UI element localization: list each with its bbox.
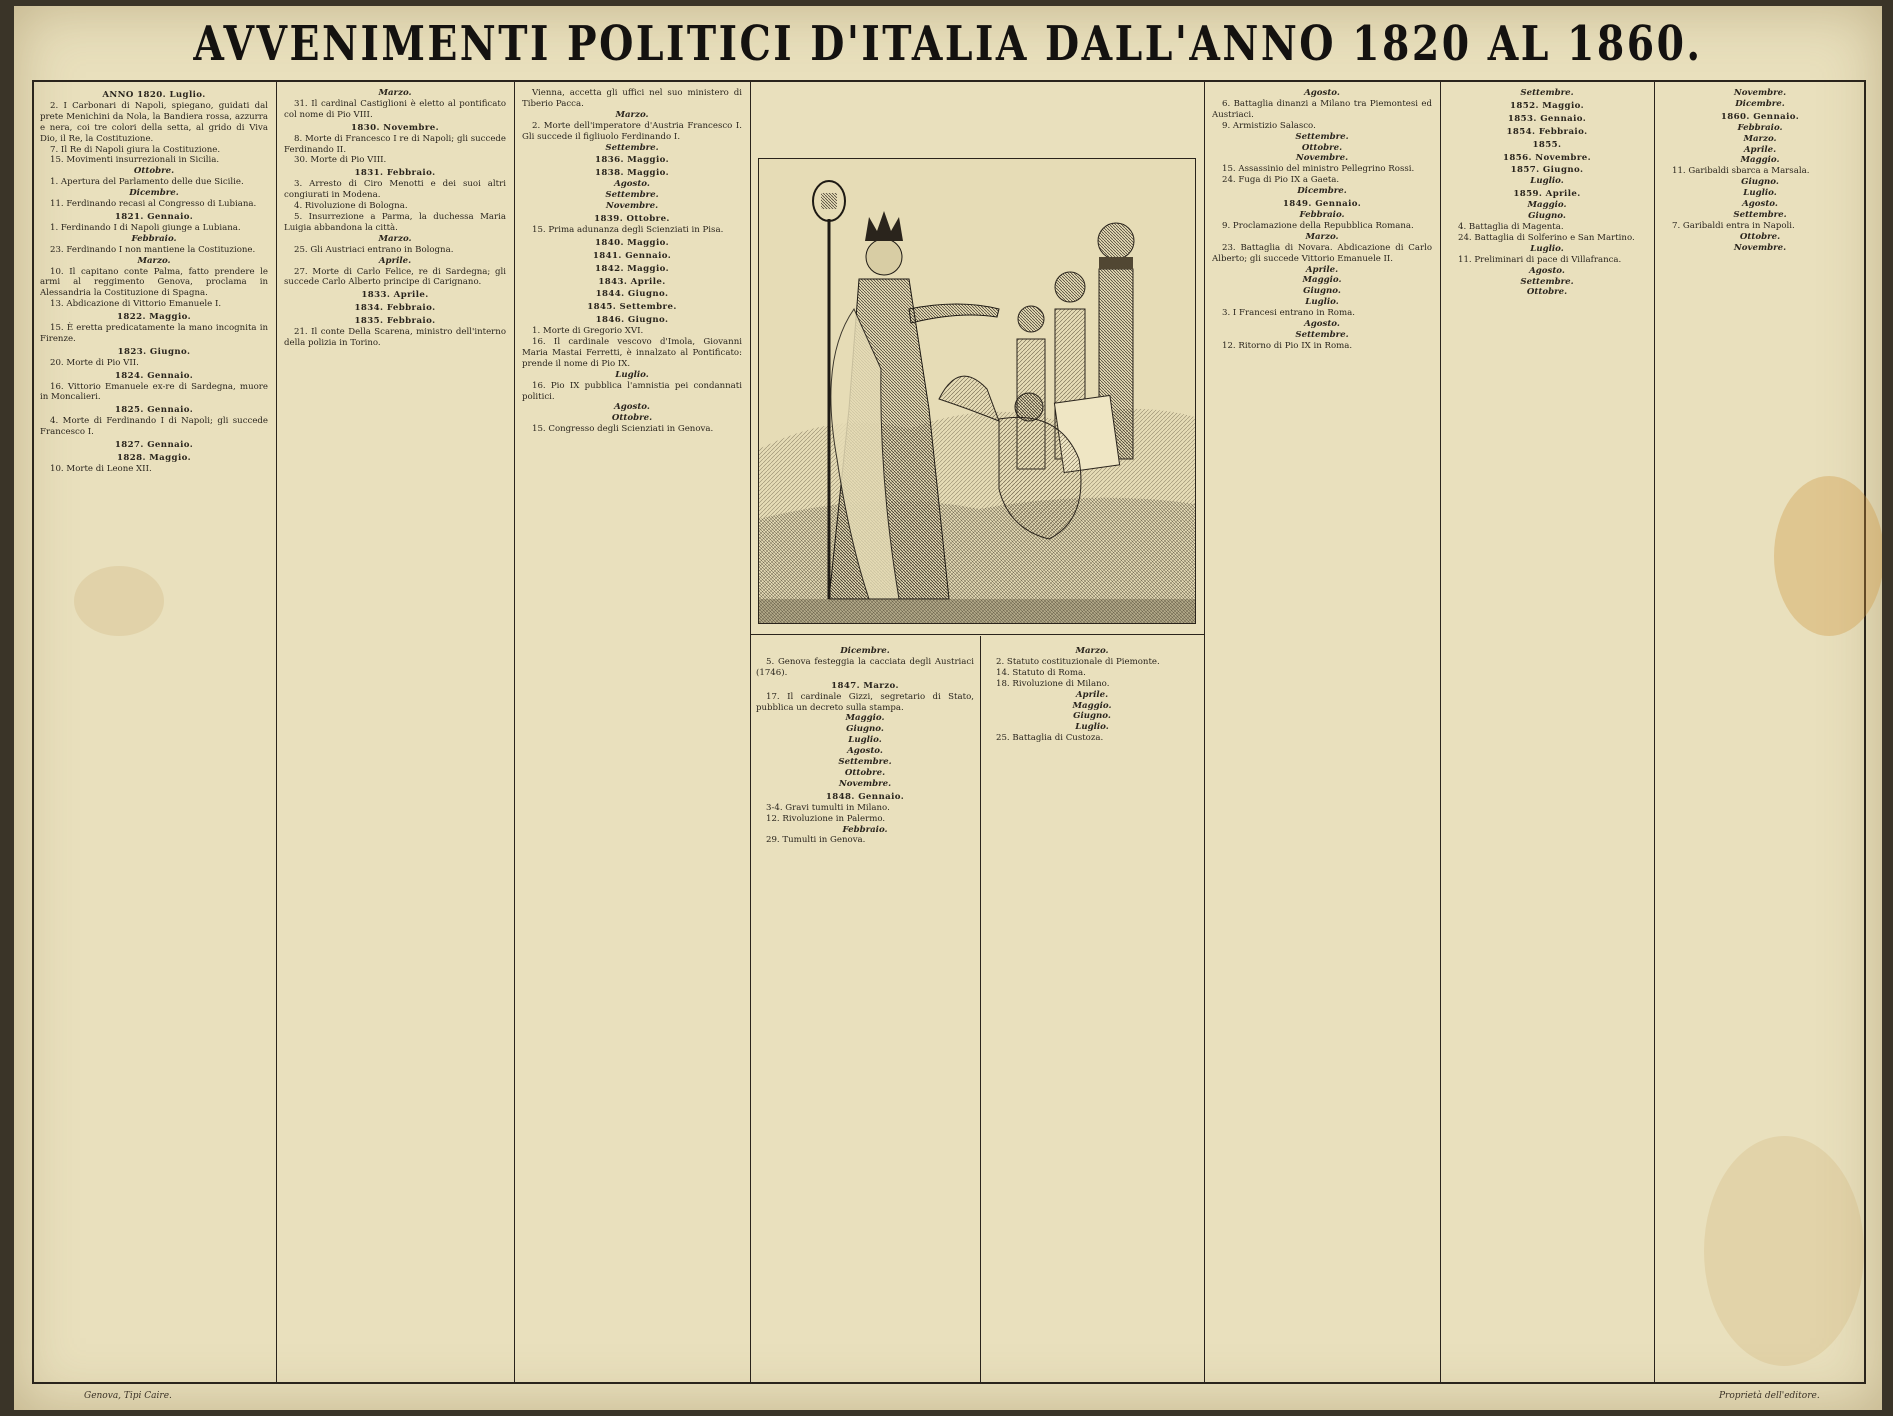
month-heading: Novembre. xyxy=(605,201,659,212)
page-title: AVVENIMENTI POLITICI D'ITALIA DALL'ANNO 1820 AL 1860. xyxy=(193,16,1703,72)
year-heading: 1836. Maggio. xyxy=(594,155,670,166)
month-heading: Luglio. xyxy=(1743,188,1777,199)
year-heading: 1823. Giugno. xyxy=(117,346,191,357)
month-heading: Marzo. xyxy=(1305,231,1339,242)
illustration-bottom-rule xyxy=(750,634,1204,635)
year-heading: 1835. Febbraio. xyxy=(354,316,436,327)
month-heading: Giugno. xyxy=(1073,711,1111,722)
month-heading: Marzo. xyxy=(378,233,412,244)
year-heading: 1833. Aprile. xyxy=(361,290,429,301)
text-column-1 xyxy=(40,88,268,1378)
month-heading: Luglio. xyxy=(848,735,882,746)
event-entry: 4. Morte di Ferdinando I di Napoli; gli succede Francesco I. xyxy=(40,416,268,438)
event-entry: 27. Morte di Carlo Felice, re di Sardegna; gli succede Carlo Alberto principe di Carignano. xyxy=(284,266,506,288)
column-rule xyxy=(1440,80,1441,1384)
event-entry: 17. Il cardinale Gizzi, segretario di Stato, pubblica un decreto sulla stampa. xyxy=(756,691,974,713)
event-entry: 12. Ritorno di Pio IX in Roma. xyxy=(1222,340,1353,351)
event-entry: 15. È eretta predicatamente la mano incognita in Firenze. xyxy=(40,323,268,344)
event-entry: 2. Morte dell'imperatore d'Austria Francesco I. Gli succede il figliuolo Ferdinando I. xyxy=(522,120,742,142)
event-entry: 5. Genova festeggia la cacciata degli Austriaci (1746). xyxy=(756,656,974,678)
month-heading: Settembre. xyxy=(1295,329,1349,340)
event-entry: 24. Fuga di Pio IX a Gaeta. xyxy=(1222,175,1340,186)
text-column-2 xyxy=(284,88,506,1378)
year-heading: 1824. Gennaio. xyxy=(114,370,194,381)
event-entry: 6. Battaglia dinanzi a Milano tra Piemontesi ed Austriaci. xyxy=(1212,98,1432,120)
month-heading: Febbraio. xyxy=(1737,122,1783,133)
event-entry: 5. Insurrezione a Parma, la duchessa Maria Luigia abbandona la città. xyxy=(284,211,506,233)
month-heading: Agosto. xyxy=(614,179,650,190)
year-heading: 1842. Maggio. xyxy=(594,263,670,274)
event-entry: 21. Il conte Della Scarena, ministro dell'interno della polizia in Torino. xyxy=(284,327,506,348)
event-entry: 24. Battaglia di Solferino e San Martino. xyxy=(1458,232,1635,243)
month-heading: Marzo. xyxy=(615,109,649,120)
month-heading: Marzo. xyxy=(1743,133,1777,144)
event-entry: 1. Ferdinando I di Napoli giunge a Lubiana. xyxy=(50,222,241,233)
year-heading: 1856. Novembre. xyxy=(1502,152,1592,163)
event-entry: 23. Battaglia di Novara. Abdicazione di Carlo Alberto; gli succede Vittorio Emanuele II. xyxy=(1212,242,1432,264)
month-heading: Agosto. xyxy=(614,402,650,413)
year-heading: 1822. Maggio. xyxy=(116,312,192,323)
month-heading: Maggio. xyxy=(1527,200,1567,211)
month-heading: Ottobre. xyxy=(1739,231,1781,242)
event-entry: 12. Rivoluzione in Palermo. xyxy=(766,813,886,824)
event-entry: 4. Battaglia di Magenta. xyxy=(1458,221,1564,232)
month-heading: Ottobre. xyxy=(133,166,175,177)
event-entry: 10. Il capitano conte Palma, fatto prendere le armi al reggimento Genova, proclama in Alessandria la Costituzione di Spagna. xyxy=(40,266,268,299)
column-rule xyxy=(514,80,515,1384)
year-heading: 1855. xyxy=(1532,139,1562,150)
year-heading: 1841. Gennaio. xyxy=(592,250,672,261)
month-heading: Agosto. xyxy=(847,746,883,757)
year-heading: 1848. Gennaio. xyxy=(825,791,905,802)
event-entry: 11. Preliminari di pace di Villafranca. xyxy=(1458,254,1622,265)
text-column-5 xyxy=(986,646,1198,1378)
year-heading: 1846. Giugno. xyxy=(595,315,669,326)
event-entry: 1. Apertura del Parlamento delle due Sicilie. xyxy=(50,177,244,188)
event-entry: 4. Rivoluzione di Bologna. xyxy=(294,201,408,212)
month-heading: Novembre. xyxy=(1733,88,1787,98)
text-column-3 xyxy=(522,88,742,1378)
year-heading: 1830. Novembre. xyxy=(350,122,440,133)
month-heading: Maggio. xyxy=(1302,275,1342,286)
right-border xyxy=(1864,80,1866,1384)
event-entry: 3-4. Gravi tumulti in Milano. xyxy=(766,802,890,813)
month-heading: Settembre. xyxy=(605,190,659,201)
event-entry: 15. Assassinio del ministro Pellegrino Rossi. xyxy=(1222,164,1415,175)
event-entry: 3. I Francesi entrano in Roma. xyxy=(1222,308,1355,319)
event-entry: 23. Ferdinando I non mantiene la Costituzione. xyxy=(50,244,256,255)
month-heading: Ottobre. xyxy=(1526,287,1568,298)
month-heading: Settembre. xyxy=(838,757,892,768)
text-column-7 xyxy=(1448,88,1646,1378)
event-entry: 16. Il cardinale vescovo d'Imola, Giovanni Maria Mastai Ferretti, è innalzato al Pontificato: prende il nome di Pio IX. xyxy=(522,337,742,369)
event-entry: 11. Garibaldi sbarca a Marsala. xyxy=(1672,166,1810,177)
event-entry: 9. Armistizio Salasco. xyxy=(1222,120,1316,131)
month-heading: Ottobre. xyxy=(1301,142,1343,153)
column-rule xyxy=(750,80,751,1384)
month-heading: Maggio. xyxy=(845,713,885,724)
year-heading: 1840. Maggio. xyxy=(594,237,670,248)
month-heading: Febbraio. xyxy=(131,233,177,244)
event-entry: 11. Ferdinando recasi al Congresso di Lubiana. xyxy=(50,199,257,210)
column-rule xyxy=(1204,80,1205,1384)
engraving-drawing xyxy=(759,159,1195,623)
column-rule xyxy=(980,636,981,1384)
event-entry: 25. Gli Austriaci entrano in Bologna. xyxy=(294,244,454,255)
year-heading: 1827. Gennaio. xyxy=(114,440,194,451)
year-heading: 1838. Maggio. xyxy=(594,168,670,179)
year-heading: 1847. Marzo. xyxy=(831,680,899,691)
year-heading: ANNO 1820. Luglio. xyxy=(102,90,206,100)
month-heading: Marzo. xyxy=(1075,646,1109,656)
year-heading: 1849. Gennaio. xyxy=(1282,199,1362,210)
year-heading: 1828. Maggio. xyxy=(116,453,192,463)
month-heading: Ottobre. xyxy=(844,767,886,778)
year-heading: 1831. Febbraio. xyxy=(354,168,436,179)
event-entry: 13. Abdicazione di Vittorio Emanuele I. xyxy=(50,299,222,310)
event-entry: 7. Il Re di Napoli giura la Costituzione. xyxy=(50,144,221,155)
month-heading: Agosto. xyxy=(1304,319,1340,330)
month-heading: Aprile. xyxy=(1743,144,1777,155)
month-heading: Luglio. xyxy=(1075,722,1109,733)
event-entry: 15. Prima adunanza degli Scienziati in Pisa. xyxy=(532,224,724,235)
text-column-6 xyxy=(1212,88,1432,1378)
month-heading: Febbraio. xyxy=(842,824,888,835)
month-heading: Novembre. xyxy=(1733,242,1787,253)
event-entry: 16. Pio IX pubblica l'amnistia pei condannati politici. xyxy=(522,380,742,402)
event-entry: 16. Vittorio Emanuele ex-re di Sardegna, muore in Moncalieri. xyxy=(40,381,268,403)
month-heading: Febbraio. xyxy=(1299,209,1345,220)
event-entry: 31. Il cardinal Castiglioni è eletto al pontificato col nome di Pio VIII. xyxy=(284,98,506,120)
year-heading: 1834. Febbraio. xyxy=(354,303,436,314)
publisher-note: Proprietà dell'editore. xyxy=(1719,1391,1820,1401)
month-heading: Settembre. xyxy=(1733,209,1787,220)
month-heading: Maggio. xyxy=(1072,700,1112,711)
month-heading: Marzo. xyxy=(378,88,412,98)
year-heading: 1825. Gennaio. xyxy=(114,405,194,416)
printer-imprint: Genova, Tipi Caire. xyxy=(84,1391,172,1401)
event-entry: Vienna, accetta gli uffici nel suo ministero di Tiberio Pacca. xyxy=(522,88,742,109)
month-heading: Luglio. xyxy=(1305,297,1339,308)
month-heading: Dicembre. xyxy=(129,188,179,199)
month-heading: Agosto. xyxy=(1304,88,1340,98)
month-heading: Novembre. xyxy=(1295,153,1349,164)
event-entry: 30. Morte di Pio VIII. xyxy=(294,155,387,166)
event-entry: 14. Statuto di Roma. xyxy=(996,667,1086,678)
month-heading: Giugno. xyxy=(1303,286,1341,297)
month-heading: Settembre. xyxy=(605,142,659,153)
month-heading: Dicembre. xyxy=(1297,186,1347,197)
text-column-4 xyxy=(756,646,974,1378)
broadsheet xyxy=(14,6,1882,1410)
year-heading: 1853. Gennaio. xyxy=(1507,113,1587,124)
event-entry: 1. Morte di Gregorio XVI. xyxy=(532,326,644,337)
month-heading: Ottobre. xyxy=(611,413,653,424)
month-heading: Marzo. xyxy=(137,255,171,266)
event-entry: 7. Garibaldi entra in Napoli. xyxy=(1672,220,1795,231)
year-heading: 1860. Gennaio. xyxy=(1720,111,1800,122)
year-heading: 1854. Febbraio. xyxy=(1506,126,1588,137)
event-entry: 2. I Carbonari di Napoli, spiegano, guidati dal prete Menichini da Nola, la Bandiera rossa, azzurra e nera, coi tre colori della setta, al grido di Viva Dio, il Re, la Costituzione. xyxy=(40,100,268,144)
month-heading: Aprile. xyxy=(378,255,412,266)
month-heading: Aprile. xyxy=(1305,264,1339,275)
month-heading: Aprile. xyxy=(1075,689,1109,700)
event-entry: 10. Morte di Leone XII. xyxy=(50,463,152,474)
text-column-8 xyxy=(1662,88,1858,1378)
month-heading: Settembre. xyxy=(1520,88,1574,98)
allegorical-engraving xyxy=(758,158,1196,624)
event-entry: 8. Morte di Francesco I re di Napoli; gli succede Ferdinando II. xyxy=(284,133,506,155)
year-heading: 1843. Aprile. xyxy=(598,276,666,287)
month-heading: Luglio. xyxy=(615,369,649,380)
event-entry: 20. Morte di Pio VII. xyxy=(50,357,139,368)
month-heading: Agosto. xyxy=(1742,199,1778,210)
month-heading: Maggio. xyxy=(1740,155,1780,166)
month-heading: Settembre. xyxy=(1520,276,1574,287)
event-entry: 18. Rivoluzione di Milano. xyxy=(996,678,1110,689)
column-rule xyxy=(276,80,277,1384)
month-heading: Giugno. xyxy=(1741,177,1779,188)
month-heading: Luglio. xyxy=(1530,243,1564,254)
bottom-border xyxy=(32,1382,1866,1384)
event-entry: 15. Congresso degli Scienziati in Genova. xyxy=(532,424,714,435)
month-heading: Giugno. xyxy=(1528,211,1566,222)
event-entry: 3. Arresto di Ciro Menotti e dei suoi altri congiurati in Modena. xyxy=(284,179,506,201)
event-entry: 25. Battaglia di Custoza. xyxy=(996,733,1104,744)
year-heading: 1839. Ottobre. xyxy=(594,213,670,224)
event-entry: 9. Proclamazione della Repubblica Romana. xyxy=(1222,220,1414,231)
year-heading: 1821. Gennaio. xyxy=(114,211,194,222)
event-entry: 15. Movimenti insurrezionali in Sicilia. xyxy=(50,155,220,166)
year-heading: 1859. Aprile. xyxy=(1513,189,1581,200)
month-heading: Novembre. xyxy=(838,778,892,789)
event-entry: 2. Statuto costituzionale di Piemonte. xyxy=(996,656,1160,667)
event-entry: 29. Tumulti in Genova. xyxy=(766,835,866,846)
month-heading: Luglio. xyxy=(1530,176,1564,187)
month-heading: Agosto. xyxy=(1529,265,1565,276)
year-heading: 1844. Giugno. xyxy=(595,289,669,300)
month-heading: Giugno. xyxy=(846,724,884,735)
month-heading: Dicembre. xyxy=(840,646,890,656)
year-heading: 1857. Giugno. xyxy=(1510,165,1584,176)
top-border xyxy=(32,80,1866,82)
column-rule xyxy=(1654,80,1655,1384)
month-heading: Settembre. xyxy=(1295,131,1349,142)
year-heading: 1845. Settembre. xyxy=(587,302,677,313)
month-heading: Dicembre. xyxy=(1735,98,1785,109)
year-heading: 1852. Maggio. xyxy=(1509,100,1585,111)
left-border xyxy=(32,80,34,1384)
